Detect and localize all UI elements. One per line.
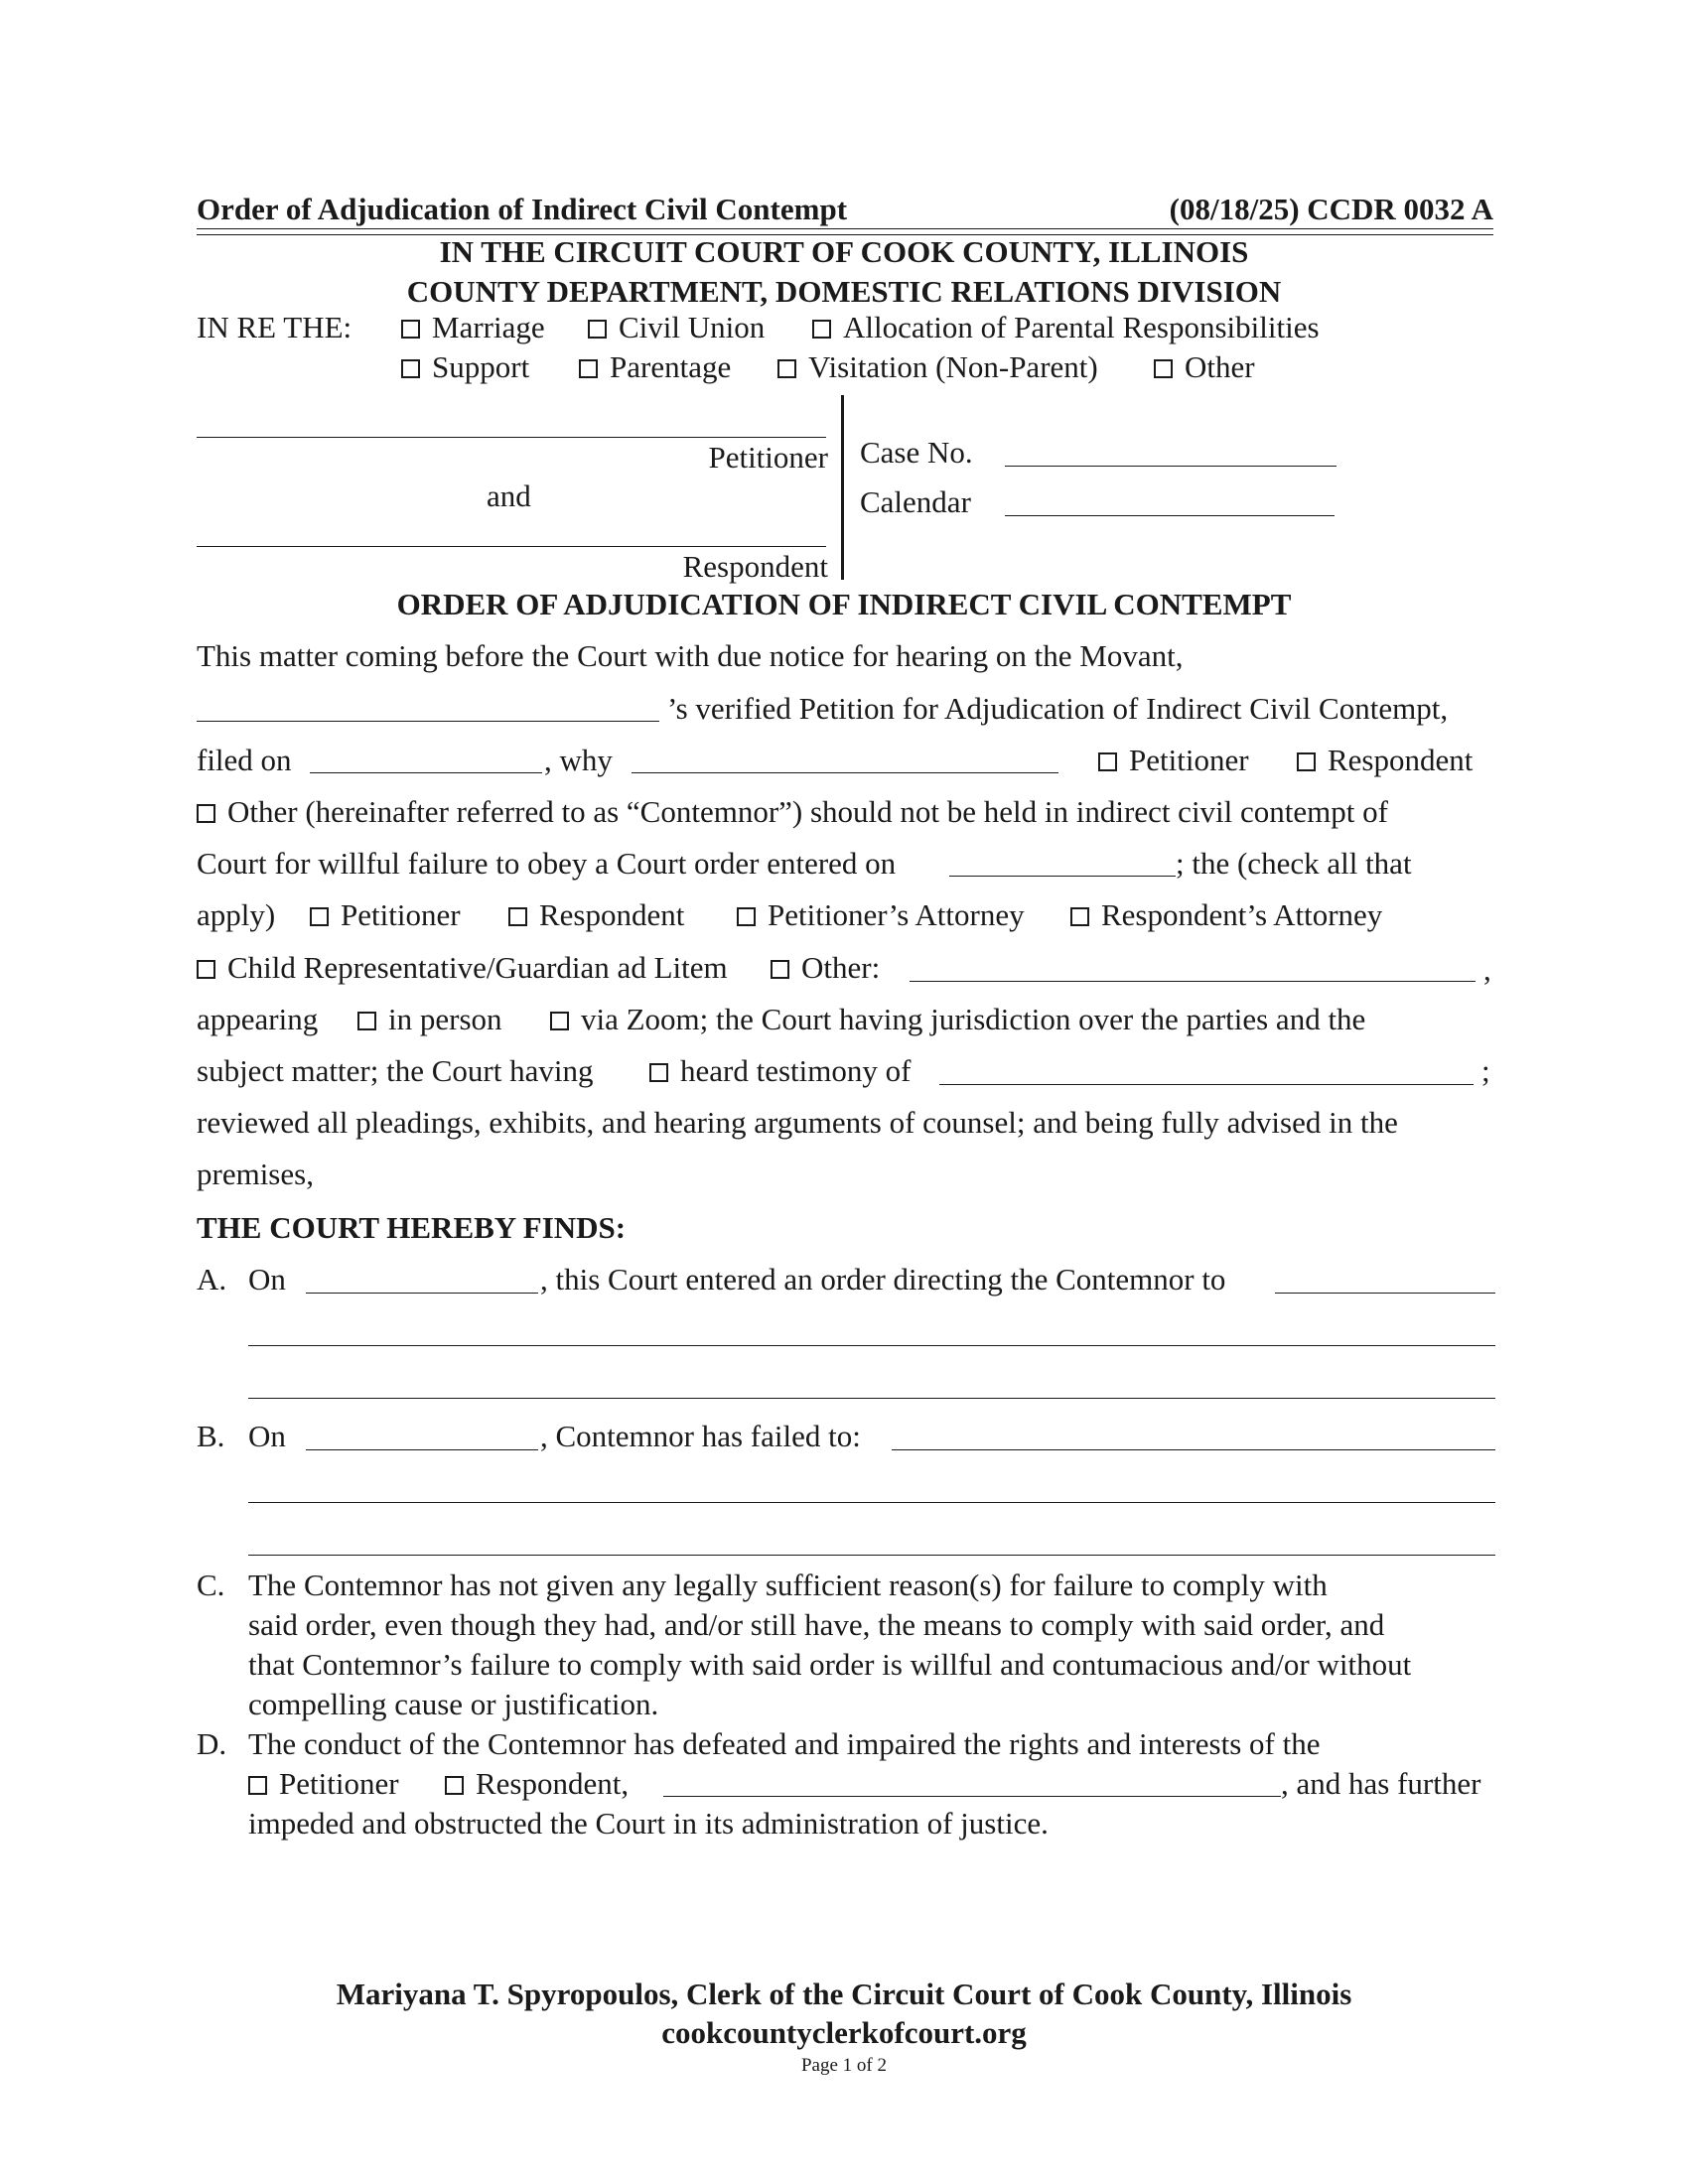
finding-d-line-3: impeded and obstructed the Court in its administration of justice. [248, 1806, 1049, 1841]
body-line-11: premises, [197, 1157, 314, 1191]
finding-c-line-4: compelling cause or justification. [248, 1687, 659, 1721]
finding-d-name-field[interactable] [663, 1796, 1281, 1797]
header-rule-1 [197, 228, 1493, 229]
why-petitioner-option[interactable]: Petitioner [1098, 742, 1249, 779]
and-label: and [487, 478, 531, 513]
finding-a-line-3[interactable] [248, 1398, 1495, 1399]
checkbox[interactable] [550, 1012, 569, 1030]
checkbox[interactable] [737, 907, 756, 926]
court-name: IN THE CIRCUIT COURT OF COOK COUNTY, ILLINOIS [439, 234, 1249, 269]
in-re-civil-union[interactable]: Civil Union [588, 309, 765, 346]
finding-d-line-1: The conduct of the Contemnor has defeated and impaired the rights and interests of the [248, 1726, 1321, 1761]
finding-a-text: , this Court entered an order directing the Contemnor to [540, 1262, 1226, 1297]
checkbox[interactable] [445, 1776, 464, 1795]
court-division: COUNTY DEPARTMENT, DOMESTIC RELATIONS DIVISION [406, 274, 1282, 309]
calendar-label: Calendar [860, 484, 971, 519]
body-line-9a: subject matter; the Court having [197, 1053, 594, 1088]
checkbox[interactable] [310, 907, 329, 926]
filed-on-date-field[interactable] [310, 772, 542, 773]
finding-d-petitioner-option[interactable]: Petitioner [248, 1765, 399, 1803]
checkbox[interactable] [1098, 752, 1117, 771]
case-no-label: Case No. [860, 435, 973, 470]
apply-label: apply) [197, 897, 276, 932]
body-line-5b: ; the (check all that [1176, 846, 1412, 881]
finding-c-line-1: The Contemnor has not given any legally sufficient reason(s) for failure to comply with [248, 1568, 1328, 1602]
appear-respondent-attorney-option[interactable]: Respondent’s Attorney [1070, 896, 1382, 934]
petitioner-label: Petitioner [708, 440, 828, 475]
checkbox[interactable] [812, 320, 831, 339]
in-re-allocation[interactable]: Allocation of Parental Responsibilities [812, 309, 1320, 346]
finding-b-on: On [248, 1419, 286, 1453]
finding-d-further: , and has further [1281, 1766, 1481, 1801]
respondent-name-line[interactable] [197, 546, 826, 547]
body-line-5a: Court for willful failure to obey a Court order entered on [197, 846, 897, 881]
checkbox[interactable] [771, 960, 789, 979]
in-re-visitation[interactable]: Visitation (Non-Parent) [777, 348, 1098, 386]
checkbox[interactable] [588, 320, 607, 339]
finding-a-label: A. [197, 1262, 227, 1297]
body-line-10: reviewed all pleadings, exhibits, and hearing arguments of counsel; and being fully advised in the [197, 1105, 1398, 1140]
checkbox[interactable] [649, 1063, 668, 1082]
checkbox[interactable] [777, 359, 796, 378]
finding-a-on: On [248, 1262, 286, 1297]
checkbox[interactable] [197, 960, 215, 979]
findings-heading: THE COURT HEREBY FINDS: [197, 1210, 627, 1245]
finding-c-line-2: said order, even though they had, and/or still have, the means to comply with said order, and [248, 1607, 1385, 1642]
finding-b-date-field[interactable] [306, 1449, 538, 1450]
checkbox[interactable] [579, 359, 598, 378]
checkbox[interactable] [1297, 752, 1316, 771]
comma: , [1483, 952, 1491, 987]
finding-d-respondent-option[interactable]: Respondent, [445, 1765, 629, 1803]
calendar-field[interactable] [1005, 515, 1335, 516]
finding-b-line-2[interactable] [248, 1502, 1495, 1503]
caption-divider [841, 395, 844, 580]
checkbox[interactable] [248, 1776, 267, 1795]
form-code: (08/18/25) CCDR 0032 A [1169, 192, 1493, 226]
order-date-field[interactable] [949, 876, 1176, 877]
in-person-option[interactable]: in person [357, 1001, 502, 1038]
checkbox[interactable] [401, 320, 420, 339]
other-contemnor-option[interactable]: Other (hereinafter referred to as “Contemnor”) should not be held in indirect civil contempt of [197, 793, 1388, 831]
in-re-marriage[interactable]: Marriage [401, 309, 545, 346]
checkbox[interactable] [197, 804, 215, 823]
appear-other-option[interactable]: Other: [771, 949, 880, 987]
heard-testimony-option[interactable]: heard testimony of [649, 1052, 911, 1090]
finding-a-date-field[interactable] [306, 1293, 538, 1294]
clerk-name: Mariyana T. Spyropoulos, Clerk of the Circuit Court of Cook County, Illinois [336, 1977, 1352, 2011]
appearing-label: appearing [197, 1002, 319, 1036]
why-name-field[interactable] [632, 772, 1058, 773]
respondent-label: Respondent [682, 549, 828, 584]
movant-name-field[interactable] [197, 721, 659, 722]
appear-other-field[interactable] [910, 981, 1476, 982]
in-re-label: IN RE THE: [197, 310, 352, 344]
in-re-parentage[interactable]: Parentage [579, 348, 731, 386]
appear-respondent-option[interactable]: Respondent [508, 896, 684, 934]
why-respondent-option[interactable]: Respondent [1297, 742, 1473, 779]
finding-b-line-3[interactable] [248, 1555, 1495, 1556]
finding-b-label: B. [197, 1419, 225, 1453]
testimony-field[interactable] [939, 1084, 1474, 1085]
semicolon: ; [1481, 1053, 1490, 1088]
in-re-support[interactable]: Support [401, 348, 529, 386]
finding-b-text: , Contemnor has failed to: [540, 1419, 861, 1453]
finding-b-failed-field[interactable] [892, 1449, 1495, 1450]
in-re-other[interactable]: Other [1154, 348, 1255, 386]
child-rep-option[interactable]: Child Representative/Guardian ad Litem [197, 949, 728, 987]
checkbox[interactable] [401, 359, 420, 378]
checkbox[interactable] [508, 907, 527, 926]
appear-petitioner-option[interactable]: Petitioner [310, 896, 461, 934]
finding-c-line-3: that Contemnor’s failure to comply with said order is willful and contumacious and/or without [248, 1647, 1412, 1682]
checkbox[interactable] [1070, 907, 1089, 926]
finding-a-directive-field[interactable] [1275, 1293, 1495, 1294]
appear-petitioner-attorney-option[interactable]: Petitioner’s Attorney [737, 896, 1025, 934]
finding-a-line-2[interactable] [248, 1345, 1495, 1346]
why-label: , why [544, 743, 613, 777]
case-no-field[interactable] [1005, 466, 1336, 467]
checkbox[interactable] [357, 1012, 376, 1030]
checkbox[interactable] [1154, 359, 1173, 378]
petitioner-name-line[interactable] [197, 437, 826, 438]
body-line-1: This matter coming before the Court with due notice for hearing on the Movant, [197, 638, 1184, 673]
document-title: ORDER OF ADJUDICATION OF INDIRECT CIVIL CONTEMPT [396, 587, 1292, 621]
filed-on-label: filed on [197, 743, 292, 777]
via-zoom-option[interactable]: via Zoom; the Court having jurisdiction over the parties and the [550, 1001, 1365, 1038]
clerk-website[interactable]: cookcountyclerkofcourt.org [661, 2015, 1027, 2050]
finding-d-label: D. [197, 1726, 227, 1761]
body-line-2: ’s verified Petition for Adjudication of Indirect Civil Contempt, [667, 691, 1449, 726]
page-number: Page 1 of 2 [800, 2055, 887, 2076]
form-title: Order of Adjudication of Indirect Civil Contempt [197, 192, 848, 226]
finding-c-label: C. [197, 1568, 225, 1602]
